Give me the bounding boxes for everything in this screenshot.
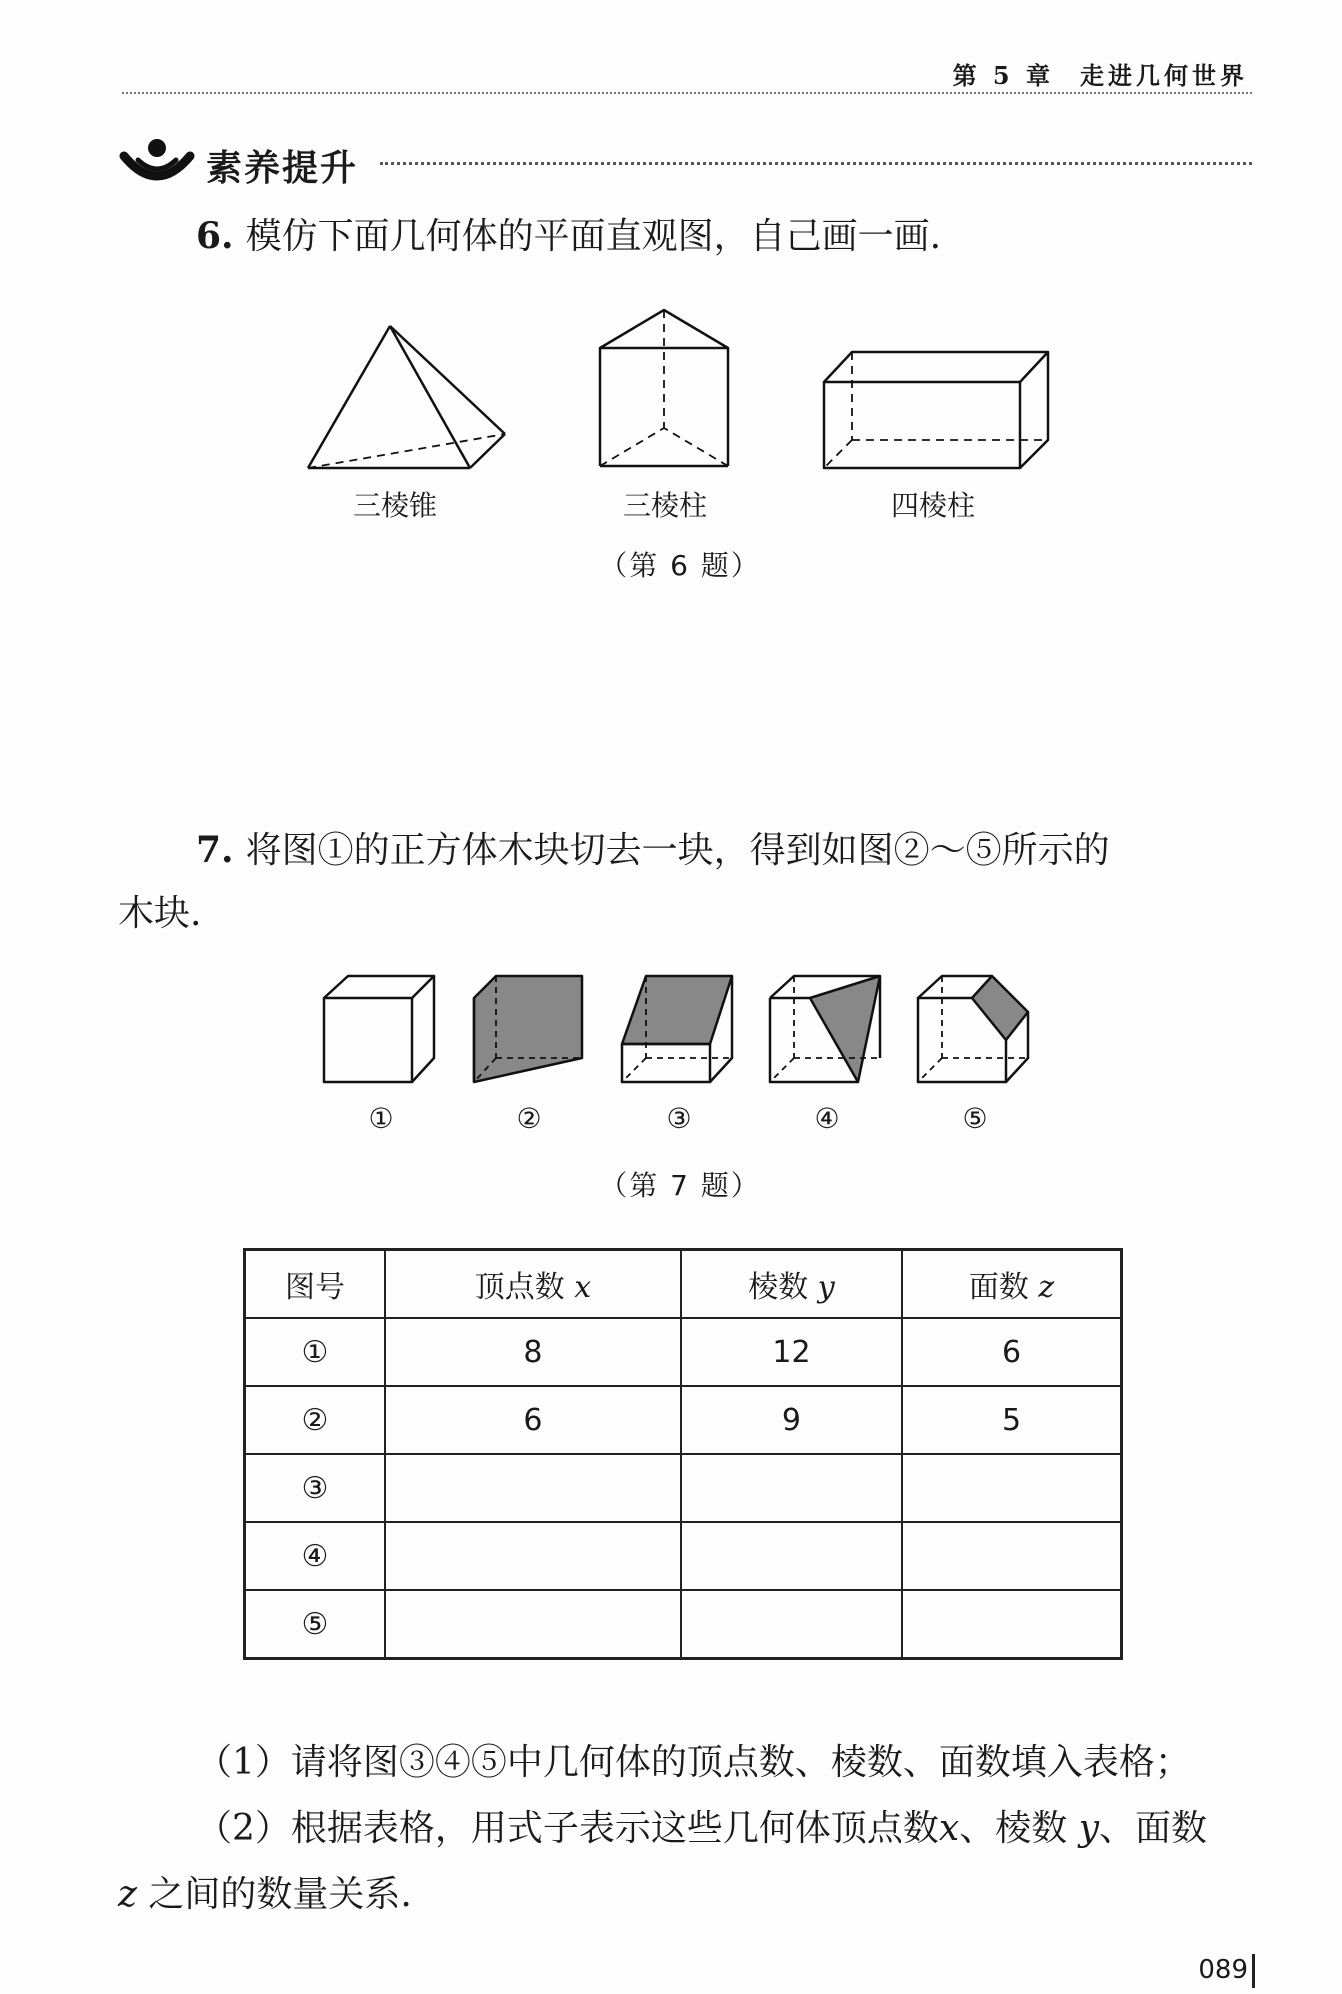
header-title: 走进几何世界: [1080, 61, 1248, 90]
question-6: [196, 206, 941, 267]
table-header-figure: 图号: [245, 1250, 386, 1319]
running-header: [122, 48, 1252, 94]
question-7-part-1: （1）请将图③④⑤中几何体的顶点数、棱数、面数填入表格；: [196, 1742, 1191, 1783]
table-cell-blank[interactable]: [681, 1522, 902, 1590]
table-cell-blank[interactable]: [902, 1454, 1121, 1522]
cube-figure-3: [618, 972, 740, 1088]
cube-label-2: ②: [516, 1102, 542, 1135]
table-cell: 5: [902, 1386, 1121, 1454]
question-7-line-1: [196, 820, 1110, 881]
cube-label-3: ③: [666, 1102, 692, 1135]
table-cell: 6: [902, 1318, 1121, 1386]
table-row: [245, 1386, 1122, 1454]
figure-label-triangular-prism: 三棱柱: [622, 489, 707, 522]
table-header-edges: 棱数 y: [681, 1250, 902, 1319]
table-header-faces: 面数 z: [902, 1250, 1121, 1319]
triangular-prism-figure: [596, 306, 736, 476]
table-cell: ④: [245, 1522, 386, 1590]
table-cell: ③: [245, 1454, 386, 1522]
question-7-part-2-line-2: z 之间的数量关系.: [118, 1874, 412, 1915]
question-6-text: 模仿下面几何体的平面直观图，自己画一画.: [245, 216, 942, 257]
question-7-number: 7.: [196, 829, 234, 871]
table-cell: 12: [681, 1318, 902, 1386]
header-chapter: 第 5 章: [952, 61, 1054, 90]
figure-caption-q7: （第 7 题）: [599, 1169, 761, 1202]
section-title: 素养提升: [206, 148, 359, 189]
cube-label-4: ④: [814, 1102, 840, 1135]
question-7-part-2-line-1: （2）根据表格，用式子表示这些几何体顶点数x、棱数 y、面数: [196, 1808, 1208, 1849]
header-text: [927, 56, 1248, 91]
section-logo-icon: [118, 134, 196, 194]
question-7-line-2: 木块.: [118, 893, 202, 934]
triangular-pyramid-figure: [300, 318, 520, 478]
table-cell-blank[interactable]: [385, 1454, 681, 1522]
table-cell: 9: [681, 1386, 902, 1454]
figure-label-quadrangular-prism: 四棱柱: [890, 489, 975, 522]
section-heading: [118, 134, 1252, 194]
table-row: [245, 1590, 1122, 1659]
quadrangular-prism-figure: [820, 348, 1056, 474]
table-cell-blank[interactable]: [385, 1522, 681, 1590]
table-header-vertices: 顶点数 x: [385, 1250, 681, 1319]
table-cell-blank[interactable]: [902, 1590, 1121, 1659]
vertex-edge-face-table: [243, 1248, 1123, 1660]
table-row: [245, 1454, 1122, 1522]
cube-label-5: ⑤: [962, 1102, 988, 1135]
table-row: [245, 1522, 1122, 1590]
question-7-text-line-1: 将图①的正方体木块切去一块，得到如图②～⑤所示的: [245, 830, 1110, 871]
figure-caption-q6: （第 6 题）: [599, 549, 761, 582]
question-6-number: 6.: [196, 215, 234, 257]
table-cell: 6: [385, 1386, 681, 1454]
table-cell-blank[interactable]: [681, 1590, 902, 1659]
page-number-bar: [1252, 1954, 1255, 1988]
table-cell-blank[interactable]: [902, 1522, 1121, 1590]
table-cell-blank[interactable]: [385, 1590, 681, 1659]
cube-figure-4: [766, 972, 888, 1088]
table-header-row: [245, 1250, 1122, 1319]
table-cell: ②: [245, 1386, 386, 1454]
section-divider: [380, 162, 1252, 165]
table-cell: ①: [245, 1318, 386, 1386]
table-cell: ⑤: [245, 1590, 386, 1659]
cube-figure-5: [914, 972, 1036, 1088]
table-row: [245, 1318, 1122, 1386]
table-cell-blank[interactable]: [681, 1454, 902, 1522]
page-number: 089: [1198, 1955, 1248, 1985]
table-cell: 8: [385, 1318, 681, 1386]
figure-label-triangular-pyramid: 三棱锥: [352, 489, 437, 522]
cube-figure-2: [468, 972, 590, 1088]
cube-figure-1: [320, 972, 442, 1088]
cube-label-1: ①: [368, 1102, 394, 1135]
